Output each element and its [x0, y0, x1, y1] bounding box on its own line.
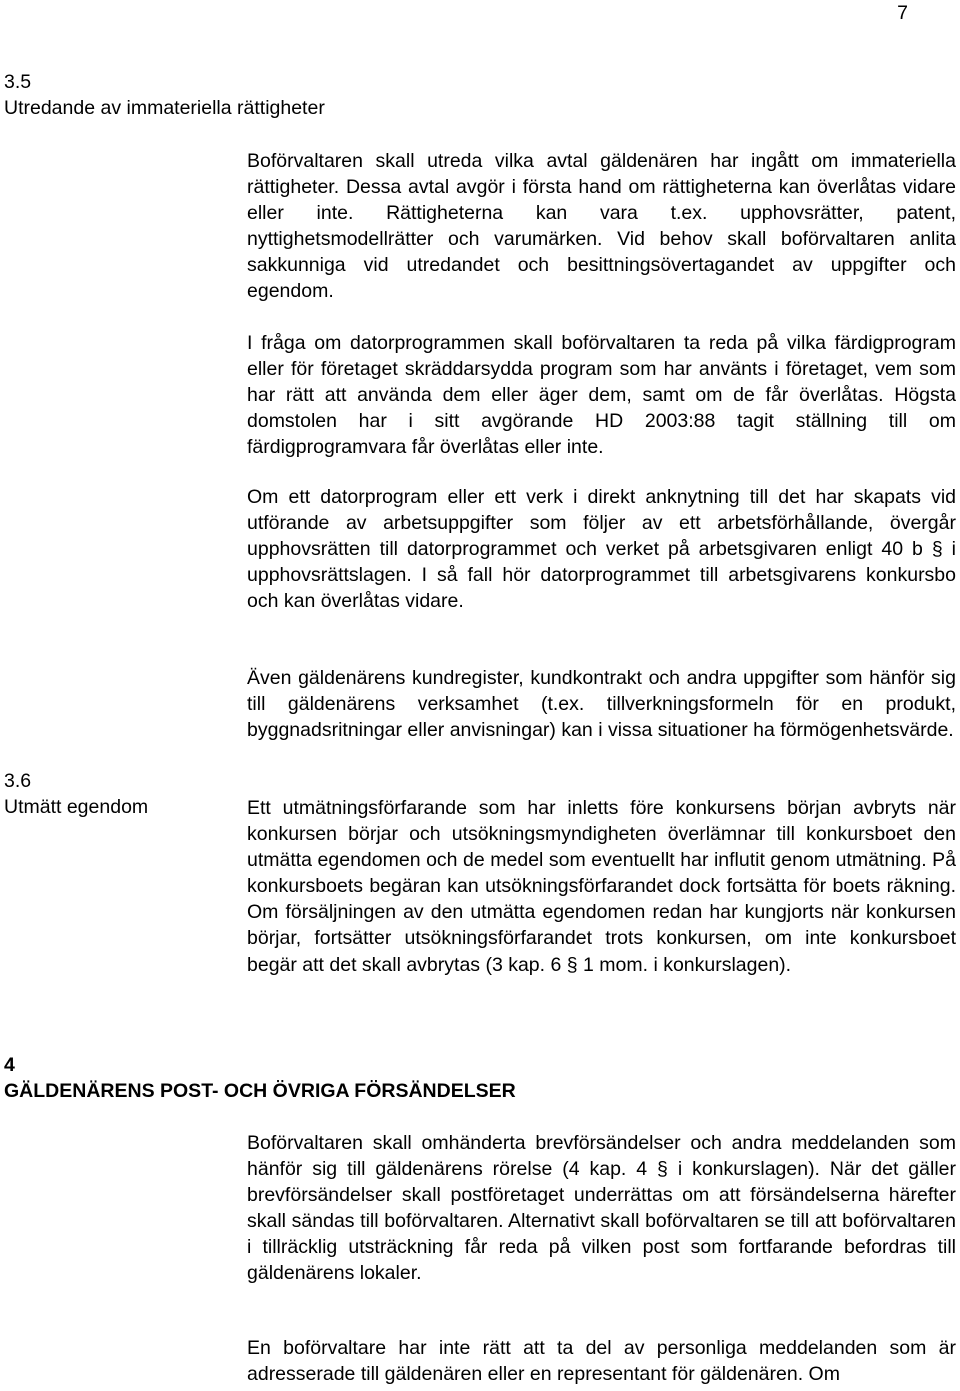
section-heading-3-5 — [4, 69, 325, 121]
paragraph: Boförvaltaren skall utreda vilka avtal gäldenären har ingått om immateriella rättigheter. Dessa avtal avgör i första hand om rättigheterna kan överlåtas vidare eller inte. Rättigheterna kan vara t.ex. upphovsrätter, patent, nyttighetsmodellrätter och varumärken. Vid behov skall boförvaltaren anlita sakkunniga vid utredandet och besittningsövertagandet av uppgifter och egendom. — [247, 150, 956, 303]
chapter-number: 4 — [4, 1054, 15, 1076]
section-number: 3.6 — [4, 770, 32, 792]
paragraph: I fråga om datorprogrammen skall boförvaltaren ta reda på vilka färdigprogram eller för företaget skräddarsydda program som har använts i företaget, vem som har rätt att använda dem eller äger dem, samt om de får överlåtas. Högsta domstolen har i sitt avgörande HD 2003:88 tagit ställning till om färdigprogramvara får överlåtas eller inte. — [247, 332, 956, 459]
chapter-title: GÄLDENÄRENS POST- OCH ÖVRIGA FÖRSÄNDELSER — [4, 1080, 516, 1102]
section-title: Utredande av immateriella rättigheter — [4, 97, 325, 119]
section-number: 3.5 — [4, 71, 32, 93]
page-number: 7 — [897, 2, 908, 24]
paragraph: Om ett datorprogram eller ett verk i direkt anknytning till det har skapats vid utförande av arbetsuppgifter som följer av ett arbetsförhållande, övergår upphovsrätten till datorprogrammet och verket på arbetsgivaren enligt 40 b § i upphovsrättslagen. I så fall hör datorprogrammet till arbetsgivarens konkursbo och kan överlåtas vidare. — [247, 486, 956, 613]
section-heading-3-6 — [4, 768, 148, 820]
paragraph: Även gäldenärens kundregister, kundkontrakt och andra uppgifter som hänför sig till gäldenärens verksamhet (t.ex. tillverkningsformeln för en produkt, byggnadsritningar eller anvisningar) kan i vissa situationer ha förmögenhetsvärde. — [247, 667, 956, 742]
paragraph: Boförvaltaren skall omhänderta brevförsändelser och andra meddelanden som hänför sig till gäldenärens rörelse (4 kap. 4 § i konkurslagen). När det gäller brevförsändelser skall postföretaget underrättas om att försändelserna härefter skall sändas till boförvaltaren. Alternativt skall boförvaltaren se till att boförvaltaren i tillräcklig utsträckning får reda på vilken post som fortfarande befordras till gäldenärens lokaler. — [247, 1132, 956, 1285]
chapter-heading-4 — [4, 1052, 516, 1104]
paragraph: En boförvaltare har inte rätt att ta del av personliga meddelanden som är adresserade till gäldenären eller en representant för gäldenären. Om — [247, 1337, 956, 1386]
section-title: Utmätt egendom — [4, 796, 149, 818]
paragraph: Ett utmätningsförfarande som har inletts före konkursens början avbryts när konkursen börjar och utsökningsmyndigheten överlämnar till konkursboet den utmätta egendomen och de medel som eventuellt har influtit genom utmätning. På konkursboets begäran kan utsökningsförfarandet dock fortsätta för boets räkning. Om försäljningen av den utmätta egendomen redan har kungjorts när konkursen börjar, fortsätter utsökningsförfarandet trots konkursen, om inte konkursboet begär att det skall avbrytas (3 kap. 6 § 1 mom. i konkurslagen). — [247, 797, 956, 976]
